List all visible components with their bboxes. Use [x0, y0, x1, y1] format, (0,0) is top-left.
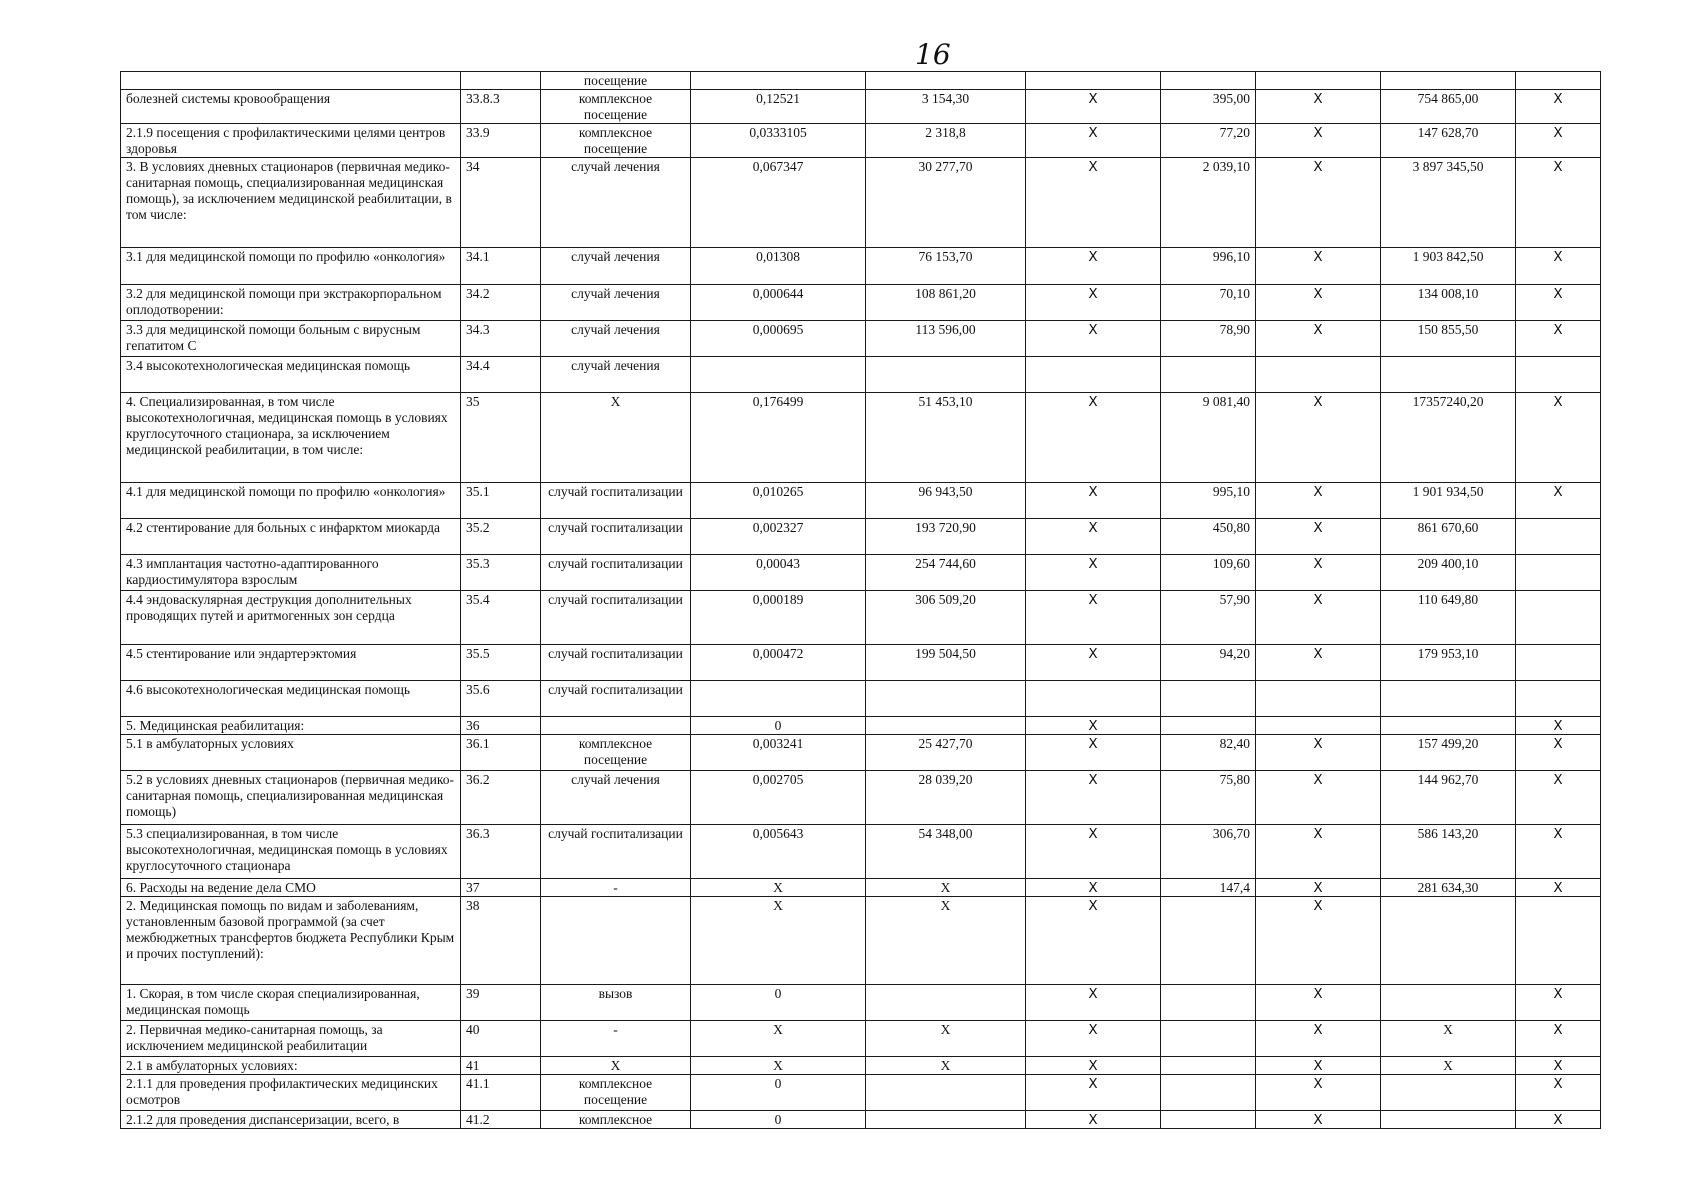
row-volume-cell	[691, 357, 866, 393]
row-mark-cell-2: X	[1256, 555, 1381, 591]
row-name-cell: 1. Скорая, в том числе скорая специализированная, медицинская помощь	[121, 985, 461, 1021]
row-mark-cell-1: X	[1026, 1021, 1161, 1057]
row-code-cell: 35.6	[461, 681, 541, 717]
table-row	[121, 645, 1601, 681]
row-mark-cell-2: X	[1256, 158, 1381, 248]
page-number: 16	[915, 38, 951, 71]
row-name-cell: 2.1.1 для проведения профилактических медицинских осмотров	[121, 1075, 461, 1111]
row-per-capita-cell: 995,10	[1161, 483, 1256, 519]
row-per-capita-cell: 109,60	[1161, 555, 1256, 591]
tariff-table	[120, 71, 1601, 1129]
row-volume-cell: 0,01308	[691, 248, 866, 285]
row-code-cell: 37	[461, 879, 541, 897]
table-row	[121, 393, 1601, 483]
row-total-cell: 3 897 345,50	[1381, 158, 1516, 248]
row-unit-cell: случай госпитализации	[541, 519, 691, 555]
table-row	[121, 90, 1601, 124]
row-mark-cell-1	[1026, 72, 1161, 90]
row-mark-cell-3: X	[1516, 735, 1601, 771]
row-total-cell: 209 400,10	[1381, 555, 1516, 591]
row-cost-cell	[866, 72, 1026, 90]
row-name-cell: 2. Медицинская помощь по видам и заболеваниям, установленным базовой программой (за счет межбюджетных трансфертов бюджета Республики Крым и прочих поступлений):	[121, 897, 461, 985]
table-row	[121, 519, 1601, 555]
row-cost-cell: 28 039,20	[866, 771, 1026, 825]
row-mark-cell-2	[1256, 72, 1381, 90]
row-code-cell: 35	[461, 393, 541, 483]
row-name-cell: 5.1 в амбулаторных условиях	[121, 735, 461, 771]
row-mark-cell-3: X	[1516, 158, 1601, 248]
row-mark-cell-3	[1516, 897, 1601, 985]
row-mark-cell-2: X	[1256, 591, 1381, 645]
row-unit-cell: комплексное посещение	[541, 735, 691, 771]
table-row	[121, 1057, 1601, 1075]
row-code-cell: 34.3	[461, 321, 541, 357]
row-name-cell: 4. Специализированная, в том числе высокотехнологичная, медицинская помощь в условиях круглосуточного стационара, за исключением медицинской реабилитации, в том числе:	[121, 393, 461, 483]
row-cost-cell: 3 154,30	[866, 90, 1026, 124]
row-volume-cell: 0,002327	[691, 519, 866, 555]
row-unit-cell: комплексное посещение	[541, 124, 691, 158]
row-mark-cell-1: X	[1026, 555, 1161, 591]
row-mark-cell-3: X	[1516, 90, 1601, 124]
row-cost-cell: 51 453,10	[866, 393, 1026, 483]
row-mark-cell-3: X	[1516, 393, 1601, 483]
row-mark-cell-1: X	[1026, 483, 1161, 519]
row-mark-cell-3	[1516, 72, 1601, 90]
row-total-cell	[1381, 1111, 1516, 1129]
row-mark-cell-3: X	[1516, 1111, 1601, 1129]
row-mark-cell-2: X	[1256, 1021, 1381, 1057]
row-per-capita-cell	[1161, 717, 1256, 735]
row-name-cell: 3. В условиях дневных стационаров (первичная медико-санитарная помощь, специализированная медицинская помощь), за исключением медицинской реабилитации, в том числе:	[121, 158, 461, 248]
row-mark-cell-3	[1516, 519, 1601, 555]
row-mark-cell-3	[1516, 591, 1601, 645]
row-unit-cell: случай госпитализации	[541, 645, 691, 681]
row-total-cell: 1 903 842,50	[1381, 248, 1516, 285]
table-row	[121, 124, 1601, 158]
row-mark-cell-1	[1026, 357, 1161, 393]
row-name-cell: 2.1 в амбулаторных условиях:	[121, 1057, 461, 1075]
row-mark-cell-3	[1516, 645, 1601, 681]
row-per-capita-cell: 70,10	[1161, 285, 1256, 321]
table-row	[121, 483, 1601, 519]
row-unit-cell	[541, 717, 691, 735]
row-volume-cell: X	[691, 897, 866, 985]
row-total-cell	[1381, 897, 1516, 985]
row-per-capita-cell	[1161, 985, 1256, 1021]
table-row	[121, 72, 1601, 90]
row-code-cell: 40	[461, 1021, 541, 1057]
row-code-cell: 35.4	[461, 591, 541, 645]
table-row	[121, 1075, 1601, 1111]
row-mark-cell-1: X	[1026, 393, 1161, 483]
row-volume-cell: 0,000695	[691, 321, 866, 357]
row-volume-cell: 0,002705	[691, 771, 866, 825]
row-mark-cell-3	[1516, 555, 1601, 591]
table-row	[121, 735, 1601, 771]
row-unit-cell: комплексное посещение	[541, 90, 691, 124]
row-mark-cell-1: X	[1026, 158, 1161, 248]
row-mark-cell-3: X	[1516, 1057, 1601, 1075]
row-code-cell: 35.2	[461, 519, 541, 555]
row-name-cell: 6. Расходы на ведение дела СМО	[121, 879, 461, 897]
row-mark-cell-2: X	[1256, 897, 1381, 985]
table-row	[121, 591, 1601, 645]
row-total-cell	[1381, 357, 1516, 393]
row-unit-cell: -	[541, 1021, 691, 1057]
row-mark-cell-2	[1256, 357, 1381, 393]
row-volume-cell: 0,0333105	[691, 124, 866, 158]
row-total-cell: 134 008,10	[1381, 285, 1516, 321]
row-cost-cell	[866, 1111, 1026, 1129]
row-mark-cell-3: X	[1516, 879, 1601, 897]
row-unit-cell: -	[541, 879, 691, 897]
row-per-capita-cell: 996,10	[1161, 248, 1256, 285]
table-row	[121, 1021, 1601, 1057]
row-volume-cell: 0,176499	[691, 393, 866, 483]
row-code-cell: 36	[461, 717, 541, 735]
row-mark-cell-3: X	[1516, 985, 1601, 1021]
row-total-cell: 586 143,20	[1381, 825, 1516, 879]
row-code-cell: 34.1	[461, 248, 541, 285]
row-per-capita-cell: 306,70	[1161, 825, 1256, 879]
row-name-cell: 3.3 для медицинской помощи больным с вирусным гепатитом С	[121, 321, 461, 357]
row-unit-cell: случай лечения	[541, 771, 691, 825]
table-body	[121, 72, 1601, 1129]
row-volume-cell: 0,000189	[691, 591, 866, 645]
row-code-cell	[461, 72, 541, 90]
row-volume-cell: 0,000472	[691, 645, 866, 681]
row-mark-cell-1: X	[1026, 591, 1161, 645]
row-cost-cell	[866, 985, 1026, 1021]
row-per-capita-cell: 9 081,40	[1161, 393, 1256, 483]
row-total-cell: X	[1381, 1057, 1516, 1075]
row-total-cell	[1381, 1075, 1516, 1111]
row-name-cell: 2.1.2 для проведения диспансеризации, всего, в	[121, 1111, 461, 1129]
row-name-cell: 4.3 имплантация частотно-адаптированного кардиостимулятора взрослым	[121, 555, 461, 591]
row-volume-cell: 0,067347	[691, 158, 866, 248]
row-mark-cell-1: X	[1026, 1075, 1161, 1111]
row-code-cell: 41	[461, 1057, 541, 1075]
row-cost-cell: 25 427,70	[866, 735, 1026, 771]
row-cost-cell: 54 348,00	[866, 825, 1026, 879]
row-mark-cell-2	[1256, 717, 1381, 735]
row-per-capita-cell	[1161, 897, 1256, 985]
row-name-cell: 2.1.9 посещения с профилактическими целями центров здоровья	[121, 124, 461, 158]
row-per-capita-cell: 395,00	[1161, 90, 1256, 124]
row-mark-cell-3	[1516, 357, 1601, 393]
row-mark-cell-1: X	[1026, 1057, 1161, 1075]
row-name-cell: 5. Медицинская реабилитация:	[121, 717, 461, 735]
row-total-cell: 179 953,10	[1381, 645, 1516, 681]
row-name-cell: 2. Первичная медико-санитарная помощь, за исключением медицинской реабилитации	[121, 1021, 461, 1057]
row-code-cell: 38	[461, 897, 541, 985]
table-row	[121, 285, 1601, 321]
row-name-cell	[121, 72, 461, 90]
row-cost-cell: X	[866, 897, 1026, 985]
row-code-cell: 35.3	[461, 555, 541, 591]
row-volume-cell: 0,00043	[691, 555, 866, 591]
row-total-cell: 144 962,70	[1381, 771, 1516, 825]
row-unit-cell: случай лечения	[541, 285, 691, 321]
row-per-capita-cell: 75,80	[1161, 771, 1256, 825]
row-total-cell: 157 499,20	[1381, 735, 1516, 771]
row-total-cell	[1381, 72, 1516, 90]
row-mark-cell-1: X	[1026, 897, 1161, 985]
row-mark-cell-3: X	[1516, 1075, 1601, 1111]
row-cost-cell	[866, 681, 1026, 717]
row-code-cell: 33.9	[461, 124, 541, 158]
row-per-capita-cell	[1161, 1021, 1256, 1057]
row-mark-cell-2: X	[1256, 1111, 1381, 1129]
row-code-cell: 36.2	[461, 771, 541, 825]
row-mark-cell-1: X	[1026, 519, 1161, 555]
row-name-cell: 5.3 специализированная, в том числе высокотехнологичная, медицинская помощь в условиях круглосуточного стационара	[121, 825, 461, 879]
row-cost-cell: 30 277,70	[866, 158, 1026, 248]
row-cost-cell: 96 943,50	[866, 483, 1026, 519]
row-name-cell: болезней системы кровообращения	[121, 90, 461, 124]
row-mark-cell-2: X	[1256, 645, 1381, 681]
row-mark-cell-1: X	[1026, 717, 1161, 735]
row-cost-cell	[866, 1075, 1026, 1111]
row-unit-cell: случай госпитализации	[541, 825, 691, 879]
row-unit-cell: комплексное посещение	[541, 1075, 691, 1111]
row-cost-cell: 254 744,60	[866, 555, 1026, 591]
table-row	[121, 825, 1601, 879]
row-mark-cell-2: X	[1256, 735, 1381, 771]
row-total-cell: 1 901 934,50	[1381, 483, 1516, 519]
row-cost-cell: 2 318,8	[866, 124, 1026, 158]
row-per-capita-cell: 57,90	[1161, 591, 1256, 645]
table-row	[121, 717, 1601, 735]
row-unit-cell: X	[541, 393, 691, 483]
row-volume-cell: 0	[691, 985, 866, 1021]
row-volume-cell: 0,003241	[691, 735, 866, 771]
row-cost-cell	[866, 357, 1026, 393]
table-row	[121, 897, 1601, 985]
row-total-cell: 110 649,80	[1381, 591, 1516, 645]
row-mark-cell-3	[1516, 681, 1601, 717]
row-unit-cell: случай лечения	[541, 248, 691, 285]
row-mark-cell-1: X	[1026, 771, 1161, 825]
row-mark-cell-2: X	[1256, 985, 1381, 1021]
row-per-capita-cell: 147,4	[1161, 879, 1256, 897]
row-cost-cell	[866, 717, 1026, 735]
row-volume-cell	[691, 681, 866, 717]
row-cost-cell: 199 504,50	[866, 645, 1026, 681]
row-per-capita-cell: 82,40	[1161, 735, 1256, 771]
row-volume-cell: X	[691, 1057, 866, 1075]
row-unit-cell: случай лечения	[541, 158, 691, 248]
row-per-capita-cell	[1161, 357, 1256, 393]
row-name-cell: 4.5 стентирование или эндартерэктомия	[121, 645, 461, 681]
row-per-capita-cell: 450,80	[1161, 519, 1256, 555]
row-name-cell: 3.2 для медицинской помощи при экстракорпоральном оплодотворении:	[121, 285, 461, 321]
row-cost-cell: 108 861,20	[866, 285, 1026, 321]
row-mark-cell-3: X	[1516, 717, 1601, 735]
row-mark-cell-1: X	[1026, 285, 1161, 321]
row-volume-cell	[691, 72, 866, 90]
row-mark-cell-3: X	[1516, 771, 1601, 825]
row-mark-cell-2: X	[1256, 483, 1381, 519]
row-code-cell: 41.2	[461, 1111, 541, 1129]
row-name-cell: 3.1 для медицинской помощи по профилю «онкология»	[121, 248, 461, 285]
row-cost-cell: X	[866, 1021, 1026, 1057]
row-per-capita-cell	[1161, 1111, 1256, 1129]
row-total-cell: 17357240,20	[1381, 393, 1516, 483]
row-name-cell: 4.4 эндоваскулярная деструкция дополнительных проводящих путей и аритмогенных зон сердца	[121, 591, 461, 645]
row-mark-cell-1: X	[1026, 879, 1161, 897]
row-mark-cell-3: X	[1516, 825, 1601, 879]
table-row	[121, 771, 1601, 825]
row-code-cell: 35.1	[461, 483, 541, 519]
row-per-capita-cell	[1161, 1075, 1256, 1111]
row-unit-cell: посещение	[541, 72, 691, 90]
row-mark-cell-2: X	[1256, 90, 1381, 124]
row-cost-cell: X	[866, 879, 1026, 897]
row-per-capita-cell	[1161, 1057, 1256, 1075]
row-total-cell	[1381, 985, 1516, 1021]
row-per-capita-cell: 78,90	[1161, 321, 1256, 357]
row-mark-cell-2: X	[1256, 248, 1381, 285]
row-mark-cell-3: X	[1516, 483, 1601, 519]
row-volume-cell: X	[691, 879, 866, 897]
table-row	[121, 985, 1601, 1021]
row-unit-cell: случай госпитализации	[541, 483, 691, 519]
row-mark-cell-2: X	[1256, 1057, 1381, 1075]
row-cost-cell: 306 509,20	[866, 591, 1026, 645]
row-code-cell: 36.1	[461, 735, 541, 771]
row-mark-cell-2: X	[1256, 393, 1381, 483]
row-mark-cell-2: X	[1256, 825, 1381, 879]
row-mark-cell-3: X	[1516, 321, 1601, 357]
table-row	[121, 357, 1601, 393]
row-mark-cell-1: X	[1026, 645, 1161, 681]
row-mark-cell-3: X	[1516, 1021, 1601, 1057]
table-row	[121, 248, 1601, 285]
row-code-cell: 35.5	[461, 645, 541, 681]
row-volume-cell: 0	[691, 1111, 866, 1129]
row-mark-cell-1: X	[1026, 985, 1161, 1021]
row-mark-cell-3: X	[1516, 285, 1601, 321]
row-volume-cell: 0	[691, 1075, 866, 1111]
row-unit-cell: вызов	[541, 985, 691, 1021]
row-total-cell	[1381, 717, 1516, 735]
row-volume-cell: X	[691, 1021, 866, 1057]
row-mark-cell-3: X	[1516, 124, 1601, 158]
row-total-cell: 754 865,00	[1381, 90, 1516, 124]
row-total-cell: 861 670,60	[1381, 519, 1516, 555]
row-total-cell	[1381, 681, 1516, 717]
row-cost-cell: X	[866, 1057, 1026, 1075]
row-per-capita-cell	[1161, 681, 1256, 717]
row-unit-cell: случай лечения	[541, 321, 691, 357]
row-total-cell: 281 634,30	[1381, 879, 1516, 897]
row-unit-cell: случай госпитализации	[541, 681, 691, 717]
row-code-cell: 36.3	[461, 825, 541, 879]
row-mark-cell-1: X	[1026, 90, 1161, 124]
row-volume-cell: 0,005643	[691, 825, 866, 879]
row-cost-cell: 76 153,70	[866, 248, 1026, 285]
row-code-cell: 41.1	[461, 1075, 541, 1111]
table-row	[121, 158, 1601, 248]
row-mark-cell-2: X	[1256, 519, 1381, 555]
row-volume-cell: 0,000644	[691, 285, 866, 321]
row-code-cell: 34.4	[461, 357, 541, 393]
row-mark-cell-2: X	[1256, 124, 1381, 158]
row-mark-cell-1: X	[1026, 248, 1161, 285]
row-mark-cell-2: X	[1256, 1075, 1381, 1111]
table-row	[121, 555, 1601, 591]
row-per-capita-cell: 77,20	[1161, 124, 1256, 158]
row-mark-cell-1: X	[1026, 1111, 1161, 1129]
row-unit-cell: случай госпитализации	[541, 591, 691, 645]
table-row	[121, 321, 1601, 357]
row-mark-cell-2: X	[1256, 771, 1381, 825]
row-volume-cell: 0	[691, 717, 866, 735]
row-name-cell: 4.2 стентирование для больных с инфарктом миокарда	[121, 519, 461, 555]
row-mark-cell-1: X	[1026, 321, 1161, 357]
row-mark-cell-2: X	[1256, 285, 1381, 321]
row-cost-cell: 193 720,90	[866, 519, 1026, 555]
row-volume-cell: 0,12521	[691, 90, 866, 124]
row-unit-cell: X	[541, 1057, 691, 1075]
row-total-cell: 150 855,50	[1381, 321, 1516, 357]
table-row	[121, 681, 1601, 717]
table-row	[121, 879, 1601, 897]
row-unit-cell	[541, 897, 691, 985]
row-per-capita-cell: 2 039,10	[1161, 158, 1256, 248]
row-name-cell: 4.1 для медицинской помощи по профилю «онкология»	[121, 483, 461, 519]
row-code-cell: 33.8.3	[461, 90, 541, 124]
row-mark-cell-1: X	[1026, 735, 1161, 771]
row-mark-cell-1: X	[1026, 825, 1161, 879]
row-total-cell: 147 628,70	[1381, 124, 1516, 158]
row-cost-cell: 113 596,00	[866, 321, 1026, 357]
row-code-cell: 34	[461, 158, 541, 248]
row-name-cell: 5.2 в условиях дневных стационаров (первичная медико-санитарная помощь, специализированная медицинская помощь)	[121, 771, 461, 825]
row-mark-cell-1	[1026, 681, 1161, 717]
row-total-cell: X	[1381, 1021, 1516, 1057]
row-mark-cell-2: X	[1256, 879, 1381, 897]
row-mark-cell-3: X	[1516, 248, 1601, 285]
row-name-cell: 4.6 высокотехнологическая медицинская помощь	[121, 681, 461, 717]
row-code-cell: 39	[461, 985, 541, 1021]
row-volume-cell: 0,010265	[691, 483, 866, 519]
row-unit-cell: случай госпитализации	[541, 555, 691, 591]
row-mark-cell-2: X	[1256, 321, 1381, 357]
row-mark-cell-1: X	[1026, 124, 1161, 158]
row-per-capita-cell	[1161, 72, 1256, 90]
row-name-cell: 3.4 высокотехнологическая медицинская помощь	[121, 357, 461, 393]
row-per-capita-cell: 94,20	[1161, 645, 1256, 681]
table-row	[121, 1111, 1601, 1129]
row-code-cell: 34.2	[461, 285, 541, 321]
row-mark-cell-2	[1256, 681, 1381, 717]
row-unit-cell: комплексное	[541, 1111, 691, 1129]
row-unit-cell: случай лечения	[541, 357, 691, 393]
